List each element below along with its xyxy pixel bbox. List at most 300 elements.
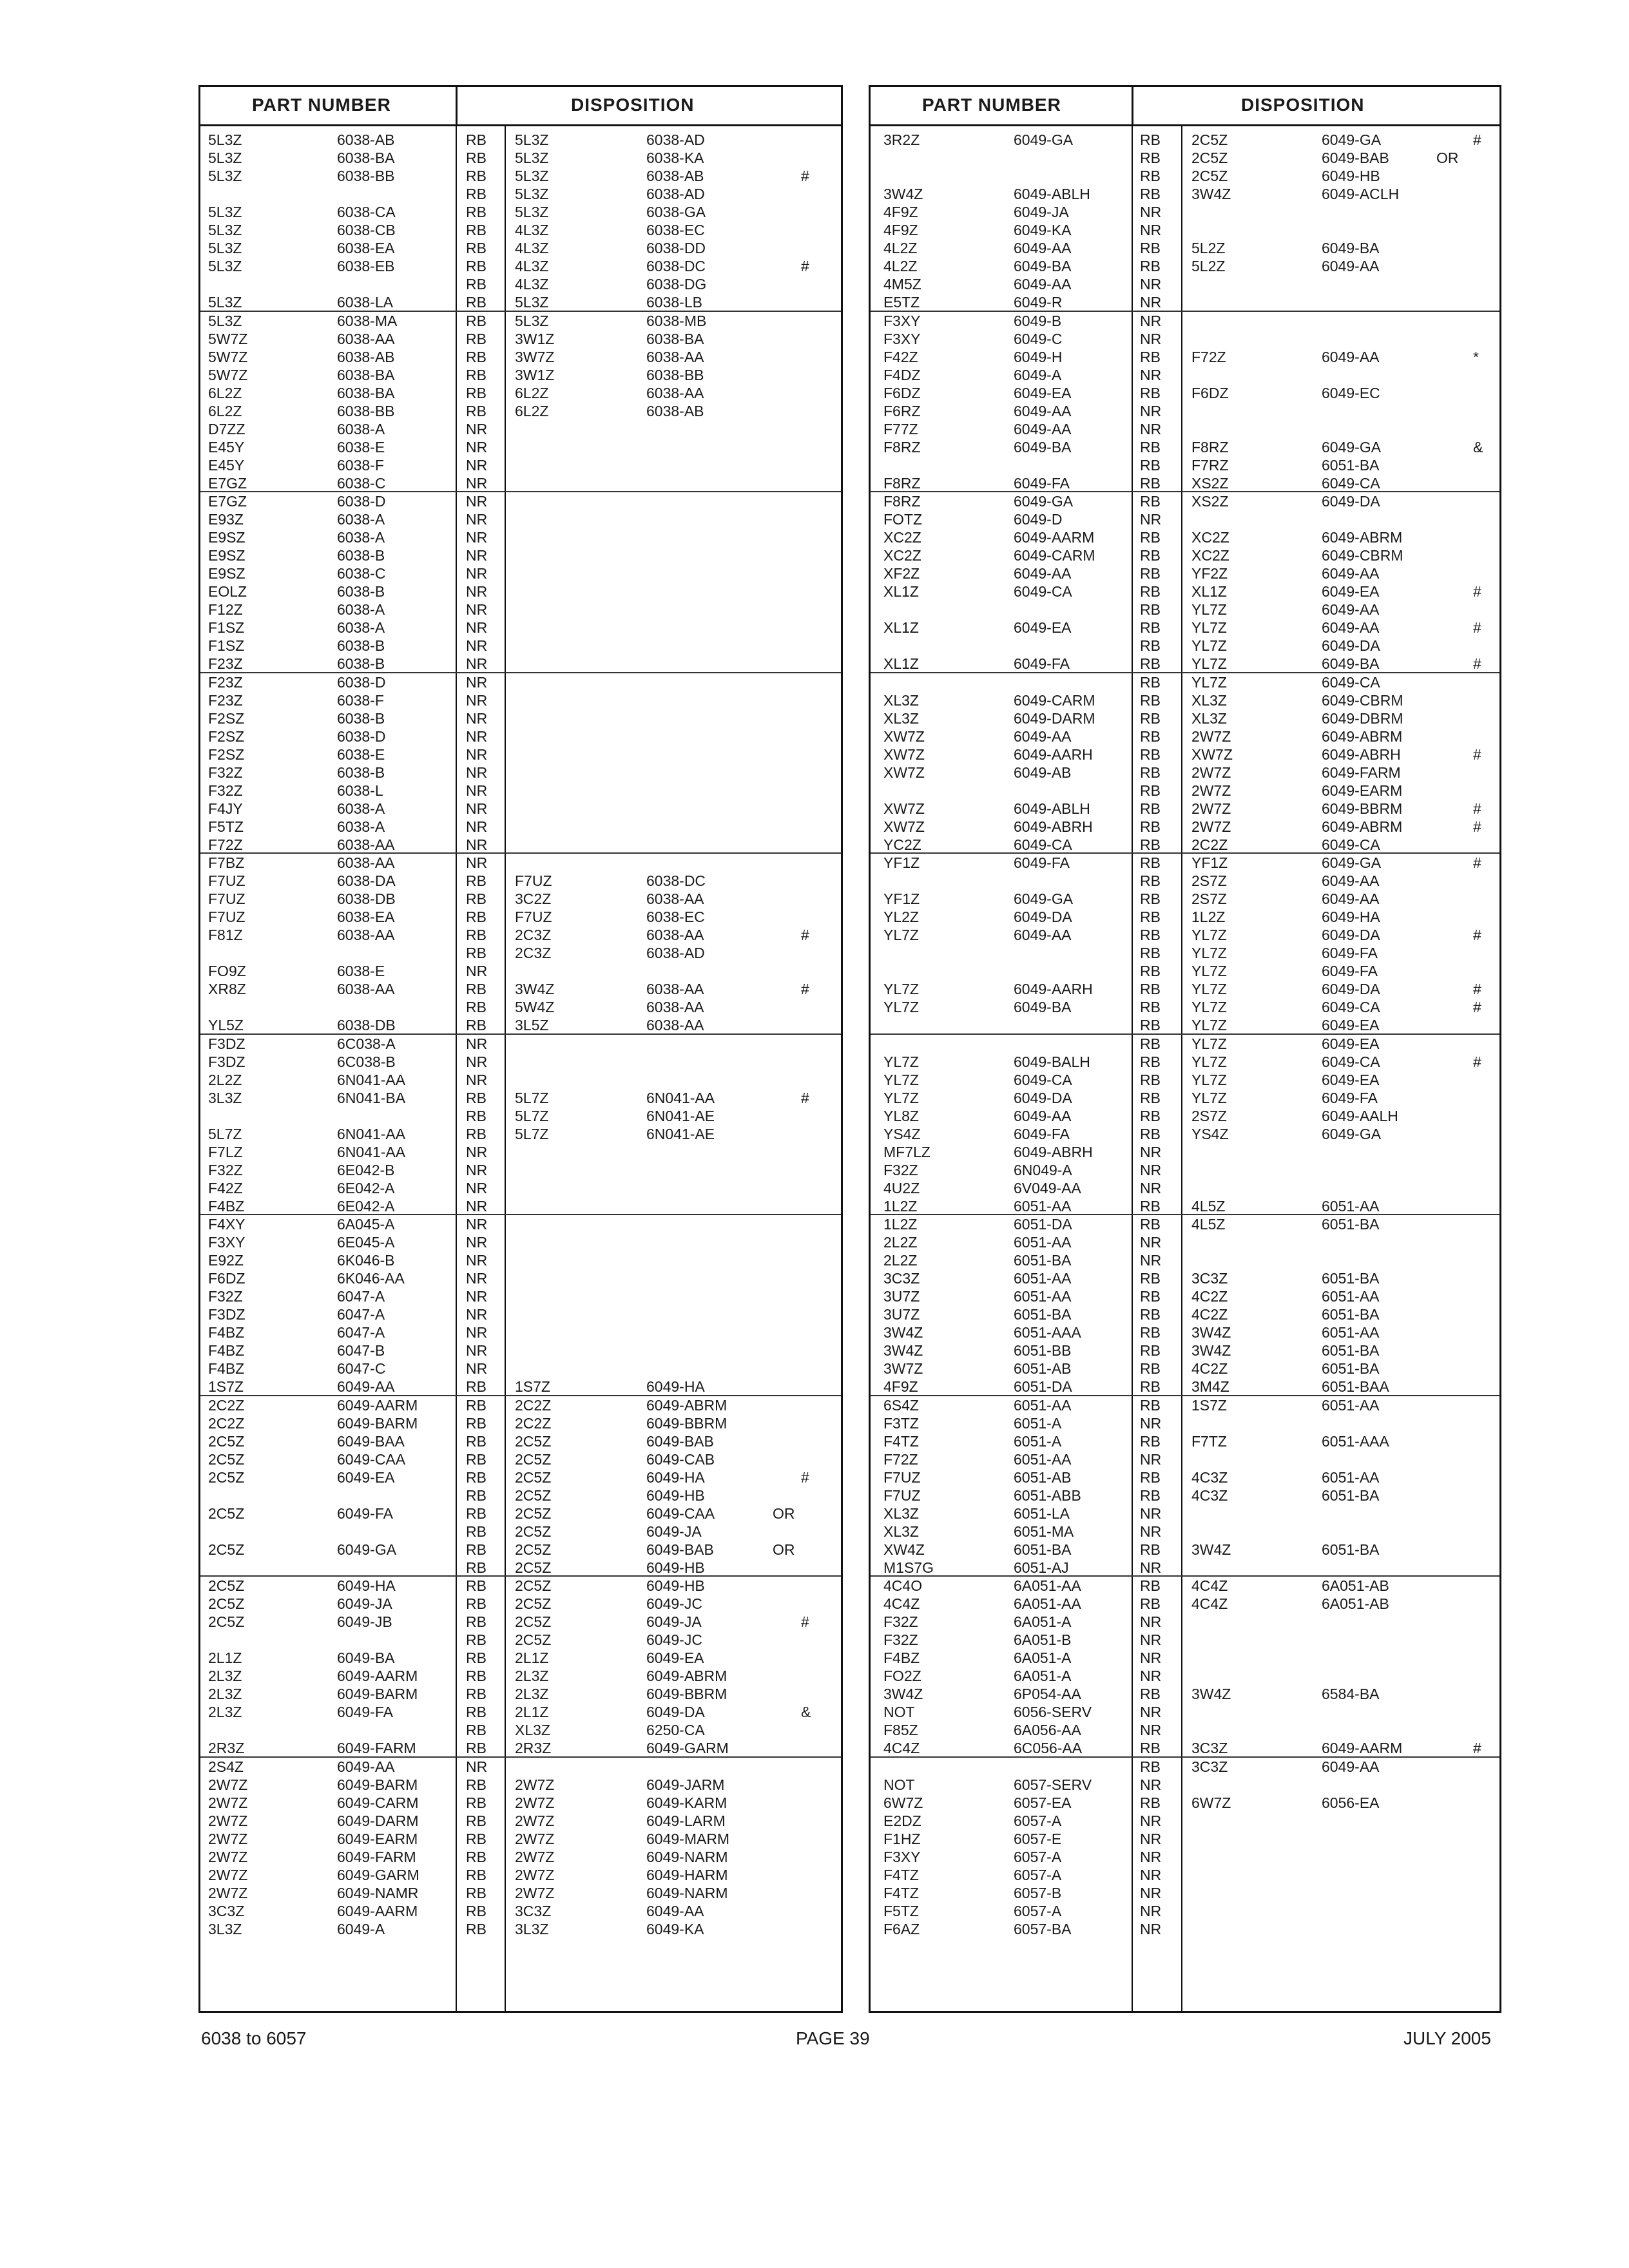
new-number: 6049-BA (1322, 655, 1380, 673)
flag-mark: # (1473, 583, 1481, 601)
part-number: 6038-F (337, 691, 384, 709)
new-prefix: 3W1Z (515, 366, 555, 383)
disposition-code: RB (1140, 1758, 1161, 1775)
table-row (871, 1360, 1499, 1378)
disposition-code: RB (466, 366, 487, 383)
part-prefix: F5TZ (883, 1902, 919, 1919)
new-number: 6049-EA (646, 1649, 704, 1667)
disposition-code: NR (1140, 1559, 1162, 1576)
disposition-code: NR (1140, 1523, 1162, 1540)
part-number: 6051-AA (1014, 1270, 1072, 1287)
disposition-code: RB (466, 1017, 487, 1034)
part-prefix: F6DZ (208, 1270, 246, 1287)
table-row (200, 420, 841, 438)
part-prefix: 6L2Z (208, 402, 242, 419)
disposition-code: RB (1140, 474, 1161, 492)
part-number: 6038-EA (337, 908, 395, 926)
table-row (871, 1053, 1499, 1071)
part-number: 6057-A (1014, 1848, 1062, 1865)
part-number: 6038-A (337, 511, 385, 528)
disposition-code: RB (1140, 1197, 1161, 1215)
part-number: 6051-BA (1014, 1306, 1072, 1323)
new-number: 6051-BA (1322, 1306, 1380, 1323)
table-row (871, 366, 1499, 384)
table-row (871, 1685, 1499, 1703)
new-number: 6049-AA (1322, 872, 1380, 890)
flag-mark: # (801, 1468, 809, 1486)
new-number: 6049-HARM (646, 1866, 728, 1883)
disposition-code: RB (1140, 240, 1161, 257)
part-prefix: D7ZZ (208, 420, 246, 437)
table-row (200, 890, 841, 908)
part-prefix: 3U7Z (883, 1288, 920, 1305)
new-prefix: 2W7Z (515, 1830, 555, 1847)
part-prefix: FOTZ (883, 511, 923, 528)
part-number: 6049-GA (1014, 890, 1074, 908)
table-row (871, 167, 1499, 185)
new-number: 6049-NARM (646, 1884, 728, 1901)
disposition-code: NR (466, 583, 488, 601)
table-row (871, 1577, 1499, 1595)
part-number: 6C056-AA (1014, 1740, 1083, 1757)
table-row (871, 854, 1499, 872)
table-row (871, 293, 1499, 311)
new-number: 6049-ABRH (1322, 745, 1401, 763)
part-prefix: 2W7Z (208, 1884, 248, 1901)
part-prefix: 3L3Z (208, 1089, 242, 1106)
part-number: 6049-AA (1014, 240, 1072, 257)
disposition-code: RB (1140, 1017, 1161, 1034)
disposition-code: RB (1140, 186, 1161, 203)
table-row (871, 1251, 1499, 1269)
part-prefix: F32Z (208, 764, 243, 781)
new-number: 6049-AA (1322, 348, 1380, 365)
table-row (200, 1703, 841, 1721)
part-number: 6038-E (337, 745, 385, 763)
part-number: 6P054-AA (1014, 1686, 1081, 1703)
part-prefix: F81Z (208, 927, 243, 944)
new-number: 6049-JA (646, 1613, 702, 1631)
part-prefix: 5L3Z (208, 168, 242, 185)
new-prefix: F8RZ (1191, 438, 1229, 456)
new-number: 6038-DC (646, 872, 706, 890)
disposition-code: NR (1140, 1812, 1162, 1829)
new-prefix: YL7Z (1191, 927, 1227, 944)
table-row (871, 528, 1499, 546)
disposition-code: RB (1140, 1577, 1161, 1594)
part-prefix: F3DZ (208, 1053, 246, 1070)
part-prefix: F3DZ (208, 1035, 246, 1052)
part-number: 6038-B (337, 709, 385, 727)
part-prefix: 2C5Z (208, 1613, 245, 1631)
table-row (200, 1341, 841, 1360)
new-prefix: 2W7Z (515, 1866, 555, 1883)
header-divider (456, 87, 458, 124)
new-prefix: F7UZ (515, 872, 552, 890)
table-row (200, 1215, 841, 1233)
part-prefix: 4L2Z (883, 240, 918, 257)
part-prefix: 4M5Z (883, 276, 921, 293)
disposition-code: NR (466, 782, 488, 799)
new-number: 6049-JA (646, 1523, 702, 1540)
part-number: 6057-SERV (1014, 1776, 1092, 1793)
new-prefix: XS2Z (1191, 493, 1229, 510)
disposition-code: RB (1140, 1794, 1161, 1811)
new-prefix: 3W4Z (1191, 186, 1231, 203)
flag-mark: # (801, 927, 809, 944)
new-prefix: 2W7Z (515, 1812, 555, 1829)
disposition-code: NR (1140, 1722, 1162, 1739)
table-row (200, 546, 841, 564)
table-row (200, 456, 841, 474)
part-number: 6049-BALH (1014, 1053, 1090, 1070)
part-number: 6A045-A (337, 1216, 395, 1233)
new-prefix: 3L5Z (515, 1017, 549, 1034)
disposition-code: NR (466, 1216, 488, 1233)
table-row (871, 709, 1499, 727)
part-number: 6A051-B (1014, 1631, 1072, 1649)
disposition-code: RB (466, 1649, 487, 1667)
table-row (200, 1035, 841, 1053)
disposition-code: RB (1140, 800, 1161, 817)
part-number: 6049-BA (337, 1649, 395, 1667)
part-prefix: XC2Z (883, 529, 921, 546)
new-prefix: 2C5Z (1191, 149, 1228, 167)
part-prefix: 2W7Z (208, 1812, 248, 1829)
table-row (871, 836, 1499, 854)
table-row (871, 1071, 1499, 1089)
part-number: 6049-JA (337, 1595, 392, 1613)
new-prefix: YL7Z (1191, 637, 1227, 655)
disposition-code: RB (1140, 583, 1161, 601)
disposition-code: RB (466, 330, 487, 347)
part-number: 6038-F (337, 456, 384, 474)
disposition-code: RB (1140, 438, 1161, 456)
new-prefix: 5L2Z (1191, 240, 1226, 257)
table-row (871, 1920, 1499, 1938)
part-number: 6049-BARM (337, 1776, 418, 1793)
new-prefix: XW7Z (1191, 745, 1233, 763)
disposition-code: NR (466, 547, 488, 564)
part-number: 6049-GA (337, 1541, 397, 1558)
new-number: 6038-MB (646, 312, 707, 329)
new-number: 6038-EC (646, 908, 705, 926)
part-number: 6047-B (337, 1342, 385, 1360)
disposition-code: RB (466, 999, 487, 1016)
new-number: 6049-CA (1322, 673, 1380, 691)
disposition-code: NR (466, 727, 488, 745)
disposition-code: RB (466, 1920, 487, 1937)
new-prefix: XL1Z (1191, 583, 1227, 601)
disposition-code: RB (466, 186, 487, 203)
part-number: 6051-AAA (1014, 1324, 1081, 1341)
part-number: 6038-DA (337, 872, 396, 890)
new-number: 6049-CA (1322, 836, 1380, 853)
new-prefix: 2L1Z (515, 1704, 549, 1721)
table-row (871, 818, 1499, 836)
disposition-code: RB (466, 1613, 487, 1631)
disposition-code: RB (1140, 1396, 1161, 1414)
disposition-code: RB (1140, 1035, 1161, 1052)
right-parts-table (869, 85, 1501, 2013)
part-prefix: 4F9Z (883, 222, 918, 239)
new-prefix: YL7Z (1191, 1017, 1227, 1034)
new-prefix: 2C5Z (1191, 131, 1228, 148)
table-row (871, 1269, 1499, 1287)
part-prefix: 3W4Z (883, 186, 923, 203)
table-row (871, 655, 1499, 673)
new-prefix: 1L2Z (1191, 908, 1226, 926)
part-prefix: XL3Z (883, 1523, 919, 1540)
part-prefix: XL1Z (883, 655, 919, 673)
part-number: 6049-EA (1014, 384, 1072, 401)
new-prefix: YF1Z (1191, 854, 1228, 871)
part-prefix: MF7LZ (883, 1143, 930, 1160)
part-number: 6A051-A (1014, 1667, 1072, 1685)
new-prefix: XL3Z (1191, 709, 1227, 727)
new-number: 6N041-AE (646, 1107, 715, 1124)
table-row (200, 691, 841, 709)
part-prefix: F1HZ (883, 1830, 921, 1847)
new-prefix: 5L3Z (515, 149, 549, 167)
new-prefix: XL3Z (515, 1722, 550, 1739)
flag-mark: # (1473, 800, 1481, 817)
table-row (200, 1251, 841, 1269)
flag-mark: # (1473, 1740, 1481, 1757)
flag-mark: # (1473, 745, 1481, 763)
new-prefix: 2W7Z (515, 1794, 555, 1811)
table-row (871, 745, 1499, 764)
new-prefix: 2R3Z (515, 1740, 552, 1757)
new-number: 6049-FARM (1322, 764, 1401, 781)
part-number: 6049-D (1014, 511, 1063, 528)
new-number: 6049-BAB (646, 1432, 714, 1450)
table-row (871, 384, 1499, 402)
table-row (200, 1758, 841, 1776)
part-number: 6051-DA (1014, 1216, 1072, 1233)
disposition-code: NR (466, 1053, 488, 1070)
part-number: 6049-AARM (337, 1667, 418, 1685)
new-prefix: 5L3Z (515, 131, 549, 148)
table-row (200, 1541, 841, 1559)
part-prefix: 3W7Z (883, 1360, 923, 1378)
flag-mark: # (1473, 655, 1481, 673)
part-prefix: XR8Z (208, 981, 246, 998)
disposition-code: RB (466, 1884, 487, 1901)
disposition-code: RB (1140, 601, 1161, 619)
part-prefix: YF1Z (883, 890, 920, 908)
table-row (871, 510, 1499, 528)
part-number: 6051-AJ (1014, 1559, 1069, 1576)
group-separator (871, 1033, 1499, 1035)
new-prefix: YL7Z (1191, 999, 1227, 1016)
table-row (200, 348, 841, 366)
new-number: 6049-CBRM (1322, 691, 1403, 709)
new-number: 6051-BA (1322, 1342, 1380, 1360)
group-separator (871, 1214, 1499, 1215)
table-row (871, 944, 1499, 962)
part-prefix: 2W7Z (208, 1848, 248, 1865)
disposition-code: NR (1140, 1252, 1162, 1269)
or-note: OR (773, 1541, 795, 1558)
new-number: 6049-CA (1322, 474, 1380, 492)
part-prefix: F1SZ (208, 637, 245, 655)
group-separator (200, 1575, 841, 1577)
part-prefix: XW7Z (883, 727, 925, 745)
table-row (200, 1685, 841, 1703)
new-number: 6051-AAA (1322, 1432, 1389, 1450)
table-row (871, 312, 1499, 330)
or-note: OR (1436, 149, 1459, 167)
part-number: 6C038-B (337, 1053, 396, 1070)
part-prefix: F3XY (883, 1848, 921, 1865)
new-prefix: 5L7Z (515, 1125, 549, 1142)
disposition-code: RB (1140, 709, 1161, 727)
table-row (200, 1161, 841, 1179)
left-parts-table (198, 85, 843, 2013)
disposition-code: RB (1140, 764, 1161, 781)
part-number: 6038-B (337, 655, 385, 673)
part-prefix: 5L3Z (208, 131, 242, 148)
new-prefix: 4C2Z (1191, 1360, 1228, 1378)
part-number: 6038-DB (337, 890, 396, 908)
table-row (200, 1559, 841, 1577)
disposition-code: NR (466, 655, 488, 673)
part-prefix: 4C4Z (883, 1595, 920, 1613)
new-number: 6038-AD (646, 131, 705, 148)
part-prefix: F7UZ (883, 1468, 921, 1486)
disposition-code: NR (466, 1360, 488, 1378)
table-row (200, 1812, 841, 1830)
part-number: 6049-AA (1014, 927, 1072, 944)
part-prefix: F4JY (208, 800, 243, 817)
part-number: 6038-A (337, 529, 385, 546)
disposition-code: NR (466, 709, 488, 727)
part-prefix: XC2Z (883, 547, 921, 564)
new-prefix: YS4Z (1191, 1125, 1229, 1142)
part-prefix: 3C3Z (208, 1902, 245, 1919)
part-number: 6E042-A (337, 1179, 395, 1196)
table-row (871, 1902, 1499, 1920)
new-number: 6051-AA (1322, 1468, 1380, 1486)
disposition-code: RB (466, 1776, 487, 1793)
disposition-code: NR (466, 637, 488, 655)
part-prefix: F4TZ (883, 1884, 919, 1901)
part-prefix: 2C5Z (208, 1468, 245, 1486)
new-number: 6049-HA (1322, 908, 1380, 926)
disposition-code: NR (1140, 1704, 1162, 1721)
part-number: 6049-FA (337, 1504, 393, 1522)
part-number: 6038-B (337, 547, 385, 564)
table-row (200, 655, 841, 673)
new-prefix: 5L3Z (515, 312, 549, 329)
part-number: 6038-E (337, 963, 385, 980)
disposition-code: RB (466, 204, 487, 221)
part-number: 6049-AA (1014, 420, 1072, 437)
part-prefix: F7UZ (883, 1486, 921, 1504)
new-prefix: 2C3Z (515, 927, 552, 944)
new-prefix: 2W7Z (1191, 800, 1231, 817)
part-number: 6E045-A (337, 1234, 395, 1251)
part-number: 6056-SERV (1014, 1704, 1092, 1721)
table-row (871, 1595, 1499, 1613)
table-row (200, 1649, 841, 1667)
new-prefix: 2C2Z (515, 1414, 552, 1432)
disposition-code: RB (1140, 1306, 1161, 1323)
part-number: 6049-FA (1014, 854, 1070, 871)
part-prefix: E9SZ (208, 529, 246, 546)
new-prefix: 2W7Z (515, 1884, 555, 1901)
table-row (871, 564, 1499, 582)
part-prefix: 6S4Z (883, 1396, 919, 1414)
disposition-code: RB (466, 1740, 487, 1757)
disposition-code: RB (466, 312, 487, 329)
table-row (871, 1107, 1499, 1125)
disposition-code: RB (466, 1378, 487, 1396)
flag-mark: # (801, 168, 809, 185)
table-row (871, 203, 1499, 221)
new-number: 6049-ABRM (646, 1667, 728, 1685)
table-row (200, 1233, 841, 1251)
table-row (200, 872, 841, 890)
new-prefix: XS2Z (1191, 474, 1229, 492)
new-prefix: 4L5Z (1191, 1216, 1226, 1233)
new-number: 6038-AA (646, 981, 704, 998)
part-number: 6049-CA (1014, 836, 1072, 853)
part-number: 6049-HA (337, 1577, 396, 1594)
part-number: 6038-BB (337, 402, 395, 419)
disposition-code: RB (1140, 673, 1161, 691)
part-number: 6038-AB (337, 348, 395, 365)
new-number: 6051-BA (1322, 1541, 1380, 1558)
new-number: 6038-AB (646, 402, 704, 419)
part-prefix: 3U7Z (883, 1306, 920, 1323)
table-row (200, 1179, 841, 1197)
table-row (200, 1848, 841, 1866)
part-number: 6049-JA (1014, 204, 1069, 221)
part-number: 6049-FA (1014, 655, 1070, 673)
disposition-code: NR (1140, 1884, 1162, 1901)
part-prefix: F85Z (883, 1722, 918, 1739)
part-number: 6038-C (337, 565, 386, 582)
part-number: 6049-BAA (337, 1432, 405, 1450)
new-number: 6049-AA (1322, 890, 1380, 908)
part-prefix: 2L3Z (208, 1667, 242, 1685)
disposition-code: RB (466, 258, 487, 275)
new-prefix: YL7Z (1191, 981, 1227, 998)
table-row (200, 1432, 841, 1450)
table-row (200, 438, 841, 456)
part-number: 6038-B (337, 637, 385, 655)
part-number: 6038-AA (337, 330, 395, 347)
new-prefix: 1S7Z (515, 1378, 550, 1396)
group-separator (200, 852, 841, 854)
new-prefix: 3M4Z (1191, 1378, 1229, 1396)
part-number: 6N041-AA (337, 1143, 406, 1160)
new-number: 6038-DD (646, 240, 706, 257)
disposition-code: RB (466, 1523, 487, 1540)
new-number: 6N041-AA (646, 1089, 715, 1106)
flag-mark: # (801, 981, 809, 998)
disposition-code: NR (466, 601, 488, 619)
table-row (871, 1125, 1499, 1143)
disposition-code: RB (1140, 637, 1161, 655)
disposition-code: RB (1140, 945, 1161, 962)
table-row (871, 582, 1499, 601)
part-number: 6051-A (1014, 1414, 1062, 1432)
part-number: 6049-C (1014, 330, 1063, 347)
table-row (200, 854, 841, 872)
